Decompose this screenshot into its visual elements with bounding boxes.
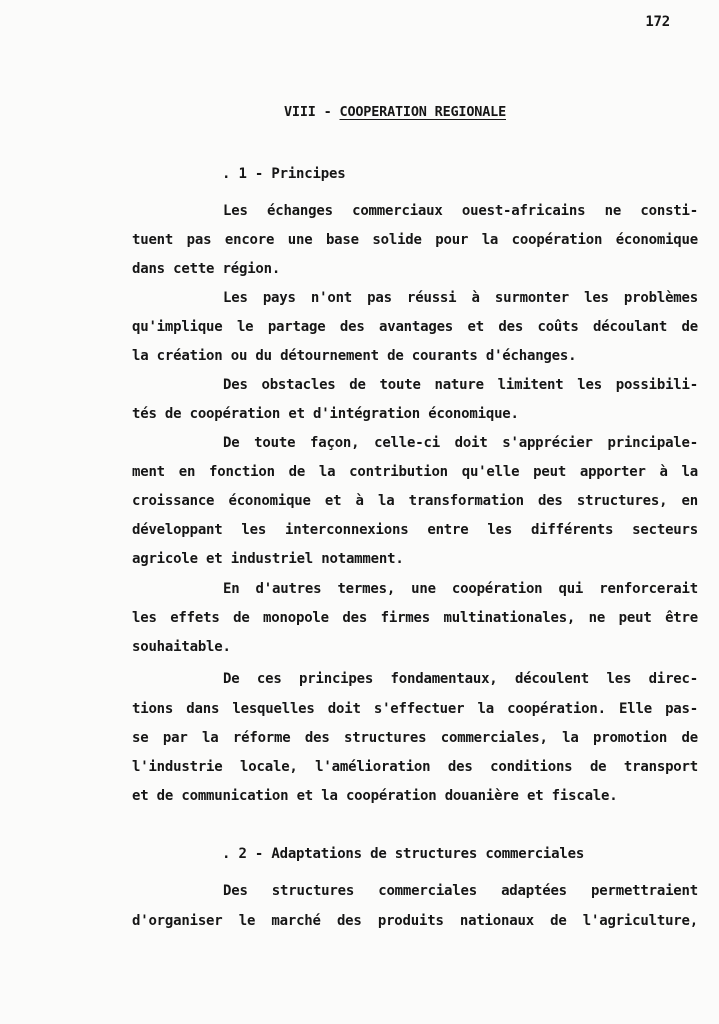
paragraph-line: la création ou du détournement de courants d'échanges. xyxy=(132,348,577,364)
paragraph-line: Des obstacles de toute nature limitent les possibili- xyxy=(223,377,698,393)
paragraph-line: l'industrie locale, l'amélioration des conditions de transport xyxy=(132,759,698,775)
paragraph-line: d'organiser le marché des produits nationaux de l'agriculture, xyxy=(132,913,698,929)
paragraph-line: qu'implique le partage des avantages et des coûts découlant de xyxy=(132,319,698,335)
page-number: 172 xyxy=(645,14,670,30)
paragraph-line: et de communication et la coopération douanière et fiscale. xyxy=(132,788,618,804)
paragraph-line: Les pays n'ont pas réussi à surmonter les problèmes xyxy=(223,290,698,306)
paragraph-line: souhaitable. xyxy=(132,639,231,655)
paragraph-line: développant les interconnexions entre les différents secteurs xyxy=(132,522,698,538)
section-heading-principes: . 1 - Principes xyxy=(222,166,346,182)
chapter-number: VIII xyxy=(284,104,316,120)
paragraph-line: dans cette région. xyxy=(132,261,281,277)
paragraph-line: En d'autres termes, une coopération qui renforcerait xyxy=(223,581,698,597)
paragraph-line: tions dans lesquelles doit s'effectuer la coopération. Elle pas- xyxy=(132,701,698,717)
paragraph-line: les effets de monopole des firmes multinationales, ne peut être xyxy=(132,610,698,626)
chapter-title: COOPERATION REGIONALE xyxy=(339,104,506,120)
chapter-heading xyxy=(284,104,506,120)
section-heading-adaptations: . 2 - Adaptations de structures commerciales xyxy=(222,846,585,862)
paragraph-line: croissance économique et à la transformation des structures, en xyxy=(132,493,698,509)
paragraph-line: tuent pas encore une base solide pour la coopération économique xyxy=(132,232,698,248)
paragraph-line: Des structures commerciales adaptées permettraient xyxy=(223,883,698,899)
paragraph-line: se par la réforme des structures commerciales, la promotion de xyxy=(132,730,698,746)
paragraph-line: De toute façon, celle-ci doit s'apprécier principale- xyxy=(223,435,698,451)
paragraph-line: agricole et industriel notamment. xyxy=(132,551,404,567)
chapter-separator: - xyxy=(315,104,340,120)
paragraph-line: De ces principes fondamentaux, découlent les direc- xyxy=(223,671,698,687)
paragraph-line: tés de coopération et d'intégration économique. xyxy=(132,406,519,422)
paragraph-line: ment en fonction de la contribution qu'elle peut apporter à la xyxy=(132,464,698,480)
paragraph-line: Les échanges commerciaux ouest-africains ne consti- xyxy=(223,203,698,219)
